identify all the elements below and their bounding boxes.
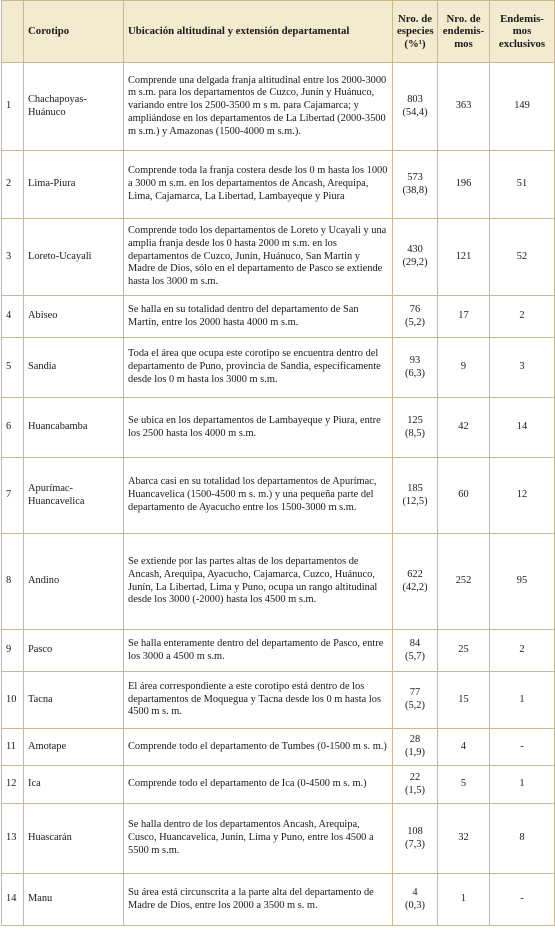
row-number: 8	[2, 534, 24, 630]
ubicacion-text: El área correspondiente a este corotipo está dentro de los departamentos de Moquegua y Tacna desde los 0 m hasta los 4500 m s. m.	[124, 672, 393, 729]
exclusivos-count: -	[490, 729, 555, 766]
exclusivos-count: 95	[490, 534, 555, 630]
especies-percent: (1,5)	[405, 784, 425, 796]
corotipos-table	[1, 0, 555, 926]
corotipo-name: Sandia	[24, 338, 124, 398]
table-row	[2, 151, 555, 219]
ubicacion-text: Abarca casi en su totalidad los departamentos de Apurímac, Huancavelica (1500-4500 m s. m.) y una pequeña parte del departamento de Ayacucho entre los 1500-3000 m s.m.	[124, 458, 393, 534]
endemismos-count: 5	[438, 766, 490, 804]
endemismos-count: 17	[438, 296, 490, 338]
table-row	[2, 338, 555, 398]
endemismos-count: 15	[438, 672, 490, 729]
especies-percent: (5,2)	[405, 700, 425, 711]
corotipo-name: Andino	[24, 534, 124, 630]
corotipo-name: Manu	[24, 874, 124, 926]
table-row	[2, 672, 555, 729]
table-row	[2, 398, 555, 458]
especies-cell	[393, 151, 438, 219]
endemismos-count: 363	[438, 63, 490, 151]
endemismos-count: 42	[438, 398, 490, 458]
especies-count: 803	[407, 93, 423, 105]
table-row	[2, 874, 555, 926]
row-number: 9	[2, 630, 24, 672]
corotipo-name: Pasco	[24, 630, 124, 672]
ubicacion-text: Comprende toda la franja costera desde los 0 m hasta los 1000 a 3000 m s.m. en los departamentos de Ancash, Arequipa, Lima, Cajamarca, La Libertad, Lambayeque y Piura	[124, 151, 393, 219]
row-number: 6	[2, 398, 24, 458]
especies-percent: (42,2)	[402, 581, 428, 593]
row-number: 4	[2, 296, 24, 338]
table-row	[2, 63, 555, 151]
especies-cell	[393, 63, 438, 151]
exclusivos-count: -	[490, 874, 555, 926]
especies-cell	[393, 219, 438, 296]
especies-percent: (5,2)	[405, 316, 425, 328]
table-row	[2, 219, 555, 296]
endemismos-count: 1	[438, 874, 490, 926]
table-row	[2, 729, 555, 766]
corotipo-name: Apurímac-Huancavelica	[24, 458, 124, 534]
especies-count: 76	[409, 303, 421, 315]
table-row	[2, 766, 555, 804]
ubicacion-text: Se ubica en los departamentos de Lambayeque y Piura, entre los 2500 hasta los 4000 m s.m.	[124, 398, 393, 458]
corotipo-name: Ica	[24, 766, 124, 804]
especies-percent: (38,8)	[402, 184, 428, 196]
table-row	[2, 296, 555, 338]
endemismos-count: 121	[438, 219, 490, 296]
exclusivos-count: 12	[490, 458, 555, 534]
especies-count: 22	[409, 771, 421, 783]
ubicacion-text: Toda el área que ocupa este corotipo se encuentra dentro del departamento de Puno, provincia de Sandia, específicamente desde los 0 m hasta los 3000 m s.m.	[124, 338, 393, 398]
ubicacion-text: Comprende todo el departamento de Tumbes (0-1500 m s. m.)	[124, 729, 393, 766]
especies-count: 108	[407, 825, 423, 837]
corotipo-name: Chachapoyas-Huánuco	[24, 63, 124, 151]
exclusivos-count: 2	[490, 630, 555, 672]
especies-percent: (12,5)	[402, 495, 428, 507]
especies-count: 93	[409, 354, 421, 366]
exclusivos-count: 8	[490, 804, 555, 874]
exclusivos-count: 52	[490, 219, 555, 296]
exclusivos-count: 14	[490, 398, 555, 458]
especies-percent: (8,5)	[405, 427, 425, 439]
especies-cell	[393, 630, 438, 672]
especies-count: 185	[407, 482, 423, 494]
header-exclusivos: Endemis-mos exclusivos	[490, 1, 555, 63]
endemismos-count: 25	[438, 630, 490, 672]
ubicacion-text: Se halla enteramente dentro del departamento de Pasco, entre los 3000 a 4500 m s.m.	[124, 630, 393, 672]
especies-count: 573	[407, 171, 423, 183]
exclusivos-count: 51	[490, 151, 555, 219]
especies-percent: (1,9)	[405, 747, 425, 758]
endemismos-count: 60	[438, 458, 490, 534]
header-ubicacion: Ubicación altitudinal y extensión departamental	[124, 1, 393, 63]
row-number: 11	[2, 729, 24, 766]
especies-percent: (0,3)	[405, 899, 425, 911]
row-number: 13	[2, 804, 24, 874]
endemismos-count: 252	[438, 534, 490, 630]
especies-count: 622	[407, 568, 423, 580]
especies-cell	[393, 672, 438, 729]
especies-count: 84	[409, 637, 421, 649]
header-especies: Nro. de especies (%¹)	[393, 1, 438, 63]
ubicacion-text: Comprende todo los departamentos de Loreto y Ucayali y una amplia franja desde los 0 hasta 2000 m s.m. en los departamentos de Cuzco, Junín, Huánuco, San Martin y Madre de Dios, sólo en el departamento de Pasco se extiende hasta los 3000 m s.m.	[124, 219, 393, 296]
corotipo-name: Huancabamba	[24, 398, 124, 458]
especies-cell	[393, 398, 438, 458]
endemismos-count: 32	[438, 804, 490, 874]
especies-count: 125	[407, 414, 423, 426]
corotipo-name: Lima-Piura	[24, 151, 124, 219]
ubicacion-text: Comprende todo el departamento de Ica (0-4500 m s. m.)	[124, 766, 393, 804]
especies-percent: (7,3)	[405, 838, 425, 850]
especies-count: 28	[409, 734, 421, 746]
header-corotipo: Corotipo	[24, 1, 124, 63]
exclusivos-count: 149	[490, 63, 555, 151]
corotipo-name: Tacna	[24, 672, 124, 729]
especies-cell	[393, 534, 438, 630]
ubicacion-text: Se halla en su totalidad dentro del departamento de San Martín, entre los 2000 hasta 4000 m s.m.	[124, 296, 393, 338]
table-row	[2, 458, 555, 534]
especies-cell	[393, 458, 438, 534]
endemismos-count: 4	[438, 729, 490, 766]
especies-cell	[393, 296, 438, 338]
endemismos-count: 196	[438, 151, 490, 219]
exclusivos-count: 3	[490, 338, 555, 398]
exclusivos-count: 1	[490, 672, 555, 729]
especies-percent: (6,3)	[405, 367, 425, 379]
corotipo-name: Loreto-Ucayali	[24, 219, 124, 296]
row-number: 14	[2, 874, 24, 926]
ubicacion-text: Se halla dentro de los departamentos Ancash, Arequipa, Cusco, Huancavelica, Junín, Lima y Puno, entre los 4500 a 5500 m s.m.	[124, 804, 393, 874]
especies-cell	[393, 729, 438, 766]
corotipo-name: Huascarán	[24, 804, 124, 874]
table-row	[2, 804, 555, 874]
ubicacion-text: Su área está circunscrita a la parte alta del departamento de Madre de Dios, entre los 2000 a 3500 m s. m.	[124, 874, 393, 926]
especies-count: 77	[409, 687, 421, 699]
row-number: 3	[2, 219, 24, 296]
especies-count: 4	[412, 886, 418, 898]
exclusivos-count: 2	[490, 296, 555, 338]
especies-count: 430	[407, 244, 423, 256]
header-row	[2, 1, 555, 63]
especies-percent: (5,7)	[405, 650, 425, 662]
corotipo-name: Amotape	[24, 729, 124, 766]
row-number: 7	[2, 458, 24, 534]
ubicacion-text: Comprende una delgada franja altitudinal entre los 2000-3000 m s.m. para los departamentos de Cuzco, Junín y Huánuco, variando entre los 2500-3500 m s m. para Cajamarca; y ampliándose en los departamentos de La Libertad (2000-3500 m s.m.) y Amazonas (1500-4000 m s.m.).	[124, 63, 393, 151]
row-number: 12	[2, 766, 24, 804]
row-number: 10	[2, 672, 24, 729]
exclusivos-count: 1	[490, 766, 555, 804]
corotipo-name: Abiseo	[24, 296, 124, 338]
ubicacion-text: Se extiende por las partes altas de los departamentos de Ancash, Arequipa, Ayacucho, Cajamarca, Cuzco, Huánuco, Junín, La Libertad, Lima y Puno, ocupa un rango altitudinal desde los 3000 (-2000) hasta los 4500 m s.m.	[124, 534, 393, 630]
endemismos-count: 9	[438, 338, 490, 398]
especies-percent: (54,4)	[402, 106, 428, 118]
especies-percent: (29,2)	[402, 257, 428, 268]
especies-cell	[393, 804, 438, 874]
table-row	[2, 630, 555, 672]
table-row	[2, 534, 555, 630]
row-number: 1	[2, 63, 24, 151]
header-num	[2, 1, 24, 63]
especies-cell	[393, 338, 438, 398]
especies-cell	[393, 874, 438, 926]
especies-cell	[393, 766, 438, 804]
row-number: 2	[2, 151, 24, 219]
row-number: 5	[2, 338, 24, 398]
header-endemismos: Nro. de endemis-mos	[438, 1, 490, 63]
